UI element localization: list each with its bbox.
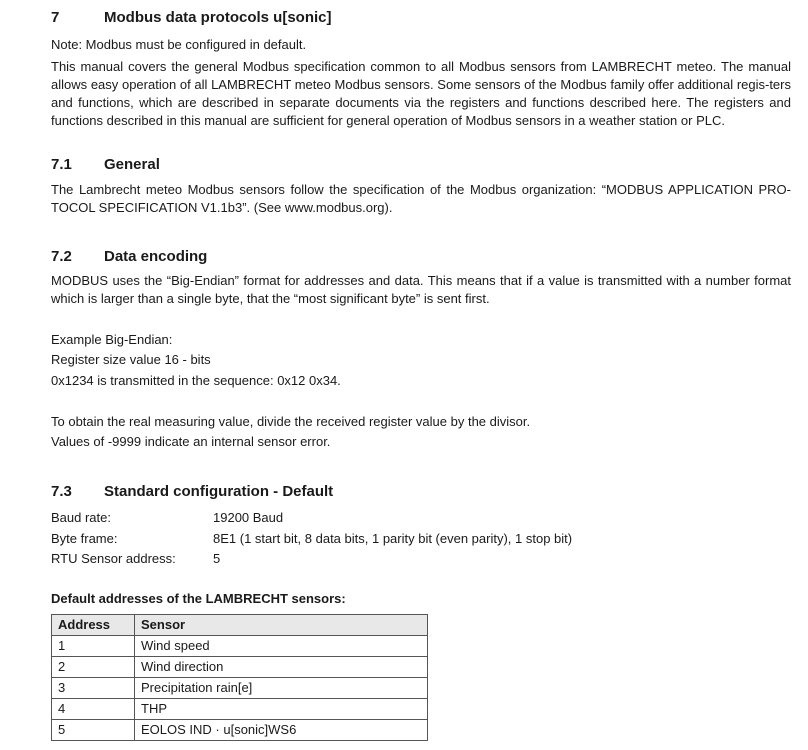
baud-rate-value: 19200 Baud [213, 510, 284, 525]
address-column-header: Address [52, 615, 135, 636]
section-number: 7.1 [51, 156, 72, 173]
byte-frame-value: 8E1 (1 start bit, 8 data bits, 1 parity bit (even parity), 1 stop bit) [213, 531, 573, 546]
section-title: Modbus data protocols u[sonic] [104, 9, 332, 26]
error-text: Values of -9999 indicate an internal sensor error. [51, 434, 331, 449]
section-7-heading [51, 9, 332, 27]
address-cell: 1 [52, 636, 135, 657]
section-number: 7.2 [51, 248, 72, 265]
divisor-text: To obtain the real measuring value, divide the received register value by the divisor. [51, 414, 531, 429]
section-7-2-heading [51, 248, 207, 266]
section-number: 7 [51, 9, 60, 26]
address-cell: 2 [52, 657, 135, 678]
table-row [52, 636, 428, 657]
address-cell: 4 [52, 699, 135, 720]
table-row [52, 699, 428, 720]
section-7-3-heading [51, 483, 333, 501]
table-row [52, 678, 428, 699]
sensor-address-table [51, 614, 428, 741]
byte-frame-label: Byte frame: [51, 531, 118, 546]
sensor-cell: EOLOS IND · u[sonic]WS6 [135, 720, 428, 741]
example-line-1: Register size value 16 - bits [51, 352, 211, 367]
address-cell: 3 [52, 678, 135, 699]
sensor-cell: Precipitation rain[e] [135, 678, 428, 699]
table-caption: Default addresses of the LAMBRECHT sensors: [51, 591, 346, 606]
modbus-note: Note: Modbus must be configured in default. [51, 37, 307, 52]
table-header-row [52, 615, 428, 636]
address-cell: 5 [52, 720, 135, 741]
sensor-cell: Wind speed [135, 636, 428, 657]
table-row [52, 720, 428, 741]
table-row [52, 657, 428, 678]
section-title: General [104, 156, 160, 173]
baud-rate-label: Baud rate: [51, 510, 111, 525]
sensor-cell: THP [135, 699, 428, 720]
encoding-paragraph: MODBUS uses the “Big-Endian” format for addresses and data. This means that if a value is transmitted with a number format which is larger than a single byte, that the “most significant byte” is sent first. [51, 273, 791, 306]
example-line-2: 0x1234 is transmitted in the sequence: 0x12 0x34. [51, 373, 341, 388]
section-number: 7.3 [51, 483, 72, 500]
section-7-1-heading [51, 156, 160, 174]
section-title: Data encoding [104, 248, 208, 265]
general-paragraph: The Lambrecht meteo Modbus sensors follow the specification of the Modbus organization: “MODBUS APPLICATION PRO-TOCOL SPECIFICATION V1.1b3”. (See www.modbus.org). [51, 182, 791, 215]
rtu-address-value: 5 [213, 551, 221, 566]
rtu-address-label: RTU Sensor address: [51, 551, 176, 566]
section-title: Standard configuration - Default [104, 483, 334, 500]
sensor-column-header: Sensor [135, 615, 428, 636]
sensor-cell: Wind direction [135, 657, 428, 678]
example-title: Example Big-Endian: [51, 332, 173, 347]
intro-paragraph: This manual covers the general Modbus specification common to all Modbus sensors from LAMBRECHT meteo. The manual allows easy operation of all LAMBRECHT meteo Modbus sensors. Some sensors of the Modbus family offer additional regis-ters and functions, which are described in separate documents via the registers and functions described here. The registers and functions described in this manual are sufficient for general operation of Modbus sensors in a weather station or PLC. [51, 59, 791, 128]
